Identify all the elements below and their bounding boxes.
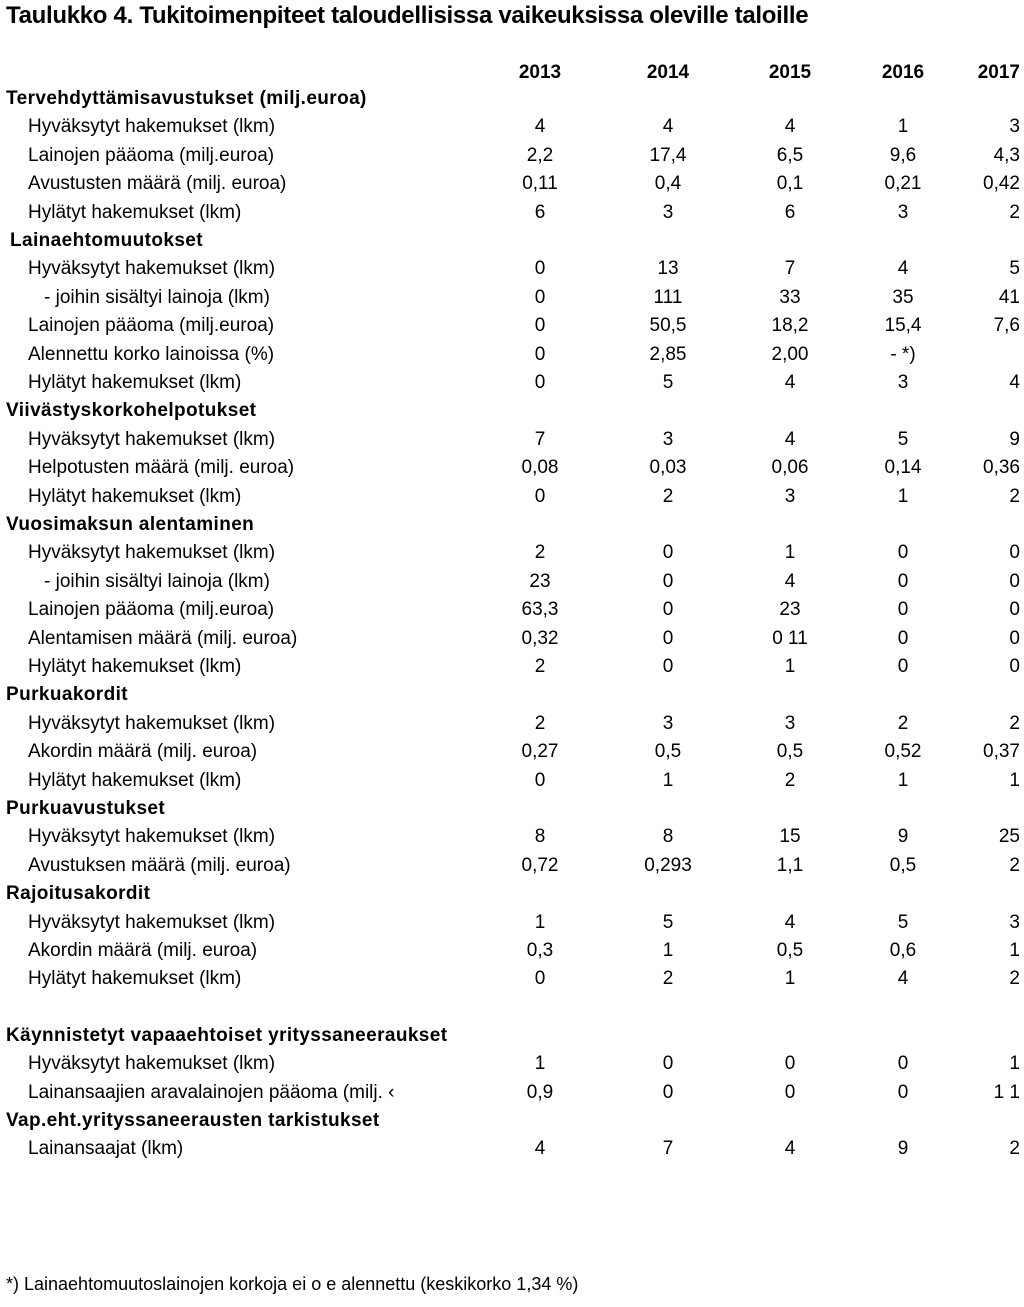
row-label: Hyväksytyt hakemukset (lkm): [28, 429, 276, 450]
cell-value: 0,5: [776, 940, 804, 961]
cell-value: 4: [534, 1138, 546, 1159]
row-label: Lainojen pääoma (milj.euroa): [28, 315, 275, 336]
cell-value: 2: [1009, 855, 1020, 876]
cell-value: 2: [1009, 1138, 1020, 1159]
cell-value: 3: [1009, 116, 1020, 137]
table-row: [0, 938, 1024, 966]
section-heading: Rajoitusakordit: [6, 883, 151, 904]
row-label: Hyväksytyt hakemukset (lkm): [28, 116, 276, 137]
cell-value: 2: [662, 968, 674, 989]
cell-value: 3: [1009, 912, 1020, 933]
cell-value: 1: [784, 968, 796, 989]
cell-value: 0,06: [771, 457, 809, 478]
cell-value: 0,293: [644, 855, 692, 876]
cell-value: 0: [662, 571, 674, 592]
row-label: - joihin sisältyi lainoja (lkm): [44, 571, 270, 592]
row-label: Lainojen pääoma (milj.euroa): [28, 599, 275, 620]
cell-value: 0,42: [983, 173, 1020, 194]
cell-value: 2: [897, 713, 909, 734]
table-row: [0, 171, 1024, 199]
cell-value: 5: [662, 912, 674, 933]
row-label: Hylätyt hakemukset (lkm): [28, 202, 242, 223]
cell-value: 2: [662, 486, 674, 507]
cell-value: 5: [662, 372, 674, 393]
row-label: Hylätyt hakemukset (lkm): [28, 770, 242, 791]
table-row: [0, 540, 1024, 568]
cell-value: 3: [897, 202, 909, 223]
cell-value: 15,4: [884, 315, 922, 336]
cell-value: 15: [779, 826, 801, 847]
table-row: [0, 654, 1024, 682]
cell-value: 0: [534, 486, 546, 507]
row-label: Hylätyt hakemukset (lkm): [28, 372, 242, 393]
table-row: [0, 342, 1024, 370]
cell-value: 2: [1009, 713, 1020, 734]
cell-value: 4: [1009, 372, 1020, 393]
cell-value: 0: [897, 599, 909, 620]
cell-value: 0,72: [521, 855, 559, 876]
section-heading: Vap.eht.yrityssaneerausten tarkistukset: [6, 1110, 380, 1131]
section-row: [0, 1023, 1024, 1051]
cell-value: 0: [662, 628, 674, 649]
cell-value: 0: [534, 968, 546, 989]
cell-value: 0: [1009, 571, 1020, 592]
cell-value: 0: [784, 1053, 796, 1074]
cell-value: 35: [892, 287, 914, 308]
section-row: [0, 512, 1024, 540]
cell-value: 1: [784, 542, 796, 563]
cell-value: 0,3: [526, 940, 554, 961]
cell-value: 6: [784, 202, 796, 223]
cell-value: 7: [662, 1138, 674, 1159]
cell-value: 4: [897, 968, 909, 989]
cell-value: 23: [779, 599, 801, 620]
cell-value: 50,5: [649, 315, 687, 336]
year-header: 2014: [646, 62, 690, 83]
cell-value: 0: [897, 542, 909, 563]
section-heading: Käynnistetyt vapaaehtoiset yrityssaneeraukset: [6, 1025, 448, 1046]
cell-value: 0,21: [884, 173, 922, 194]
row-label: Alentamisen määrä (milj. euroa): [28, 628, 298, 649]
cell-value: 0 11: [772, 628, 808, 649]
cell-value: 3: [784, 486, 796, 507]
cell-value: 0: [1009, 599, 1020, 620]
cell-value: 23: [529, 571, 551, 592]
cell-value: 5: [1009, 258, 1020, 279]
section-row: [0, 796, 1024, 824]
cell-value: 0,08: [521, 457, 559, 478]
table-row: [0, 370, 1024, 398]
row-label: Lainansaajien aravalainojen pääoma (milj. ‹: [28, 1082, 395, 1103]
cell-value: 0: [1009, 542, 1020, 563]
section-heading: Viivästyskorkohelpotukset: [6, 400, 257, 421]
cell-value: 111: [653, 287, 683, 308]
row-label: Akordin määrä (milj. euroa): [28, 741, 258, 762]
cell-value: 0: [534, 315, 546, 336]
cell-value: 4: [534, 116, 546, 137]
cell-value: 4: [662, 116, 674, 137]
cell-value: 0,5: [889, 855, 917, 876]
cell-value: 0: [662, 1082, 674, 1103]
table-row: [0, 143, 1024, 171]
table-row: [0, 1136, 1024, 1164]
cell-value: 0: [897, 656, 909, 677]
row-label: Hylätyt hakemukset (lkm): [28, 656, 242, 677]
section-heading: Vuosimaksun alentaminen: [6, 514, 255, 535]
cell-value: 0,11: [522, 173, 558, 194]
row-label: Hyväksytyt hakemukset (lkm): [28, 912, 276, 933]
cell-value: 9: [1009, 429, 1020, 450]
cell-value: 1: [1009, 1053, 1020, 1074]
row-label: Helpotusten määrä (milj. euroa): [28, 457, 295, 478]
cell-value: 1: [662, 770, 674, 791]
cell-value: 0,6: [889, 940, 917, 961]
cell-value: 3: [784, 713, 796, 734]
cell-value: 1: [897, 770, 909, 791]
cell-value: 0: [534, 258, 546, 279]
year-header: 2013: [518, 62, 562, 83]
cell-value: 1: [897, 486, 909, 507]
cell-value: 0,37: [983, 741, 1020, 762]
row-label: Alennettu korko lainoissa (%): [28, 344, 275, 365]
cell-value: 0,27: [521, 741, 559, 762]
year-header-row: [0, 60, 1024, 88]
cell-value: 9,6: [889, 145, 917, 166]
cell-value: - *): [890, 344, 916, 365]
cell-value: 0: [1009, 628, 1020, 649]
cell-value: 7: [534, 429, 546, 450]
cell-value: 13: [657, 258, 679, 279]
row-label: Lainansaajat (lkm): [28, 1138, 184, 1159]
table-row: [0, 1080, 1024, 1108]
cell-value: 4: [784, 571, 796, 592]
table-row: [0, 484, 1024, 512]
cell-value: 0: [897, 628, 909, 649]
cell-value: 3: [662, 713, 674, 734]
cell-value: 4: [784, 372, 796, 393]
cell-value: 0: [534, 770, 546, 791]
cell-value: 2: [1009, 486, 1020, 507]
cell-value: 0,9: [526, 1082, 554, 1103]
cell-value: 0: [784, 1082, 796, 1103]
cell-value: 6: [534, 202, 546, 223]
cell-value: 0: [662, 542, 674, 563]
table-row: [0, 626, 1024, 654]
cell-value: 1: [534, 912, 546, 933]
year-header: 2015: [768, 62, 812, 83]
cell-value: 0,03: [649, 457, 687, 478]
cell-value: 2,00: [771, 344, 809, 365]
cell-value: 2,2: [526, 145, 554, 166]
cell-value: 0,32: [521, 628, 559, 649]
cell-value: 0: [897, 1053, 909, 1074]
row-label: Avustuksen määrä (milj. euroa): [28, 855, 291, 876]
table-row: [0, 853, 1024, 881]
section-row: [0, 228, 1024, 256]
table-row: [0, 200, 1024, 228]
cell-value: 17,4: [649, 145, 687, 166]
cell-value: 0: [662, 656, 674, 677]
cell-value: 0,5: [654, 741, 682, 762]
cell-value: 18,2: [771, 315, 809, 336]
cell-value: 2: [534, 542, 546, 563]
table-row: [0, 597, 1024, 625]
cell-value: 2: [1009, 968, 1020, 989]
cell-value: 25: [998, 826, 1020, 847]
cell-value: 2: [534, 713, 546, 734]
section-heading: Purkuavustukset: [6, 798, 166, 819]
table-row: [0, 285, 1024, 313]
cell-value: 0,5: [776, 741, 804, 762]
table-row: [0, 824, 1024, 852]
table-title: Taulukko 4. Tukitoimenpiteet taloudellisissa vaikeuksissa oleville taloille: [6, 2, 809, 29]
cell-value: 1: [784, 656, 796, 677]
cell-value: 7: [784, 258, 796, 279]
cell-value: 33: [779, 287, 801, 308]
cell-value: 6,5: [776, 145, 804, 166]
section-row: [0, 682, 1024, 710]
cell-value: 0,1: [776, 173, 804, 194]
cell-value: 4: [784, 1138, 796, 1159]
section-heading: Tervehdyttämisavustukset (milj.euroa): [6, 88, 367, 109]
row-label: Hyväksytyt hakemukset (lkm): [28, 1053, 276, 1074]
cell-value: 0: [662, 599, 674, 620]
row-label: Akordin määrä (milj. euroa): [28, 940, 258, 961]
table-row: [0, 711, 1024, 739]
row-label: Hyväksytyt hakemukset (lkm): [28, 258, 276, 279]
cell-value: 3: [662, 202, 674, 223]
table-row: [0, 966, 1024, 994]
table-row: [0, 455, 1024, 483]
cell-value: 0: [534, 344, 546, 365]
cell-value: 3: [662, 429, 674, 450]
cell-value: 4,3: [993, 145, 1020, 166]
table-row: [0, 256, 1024, 284]
cell-value: 4: [784, 429, 796, 450]
cell-value: 0,36: [983, 457, 1020, 478]
cell-value: 2: [1009, 202, 1020, 223]
cell-value: 7,6: [993, 315, 1020, 336]
section-heading: Purkuakordit: [6, 684, 128, 705]
cell-value: 0: [1009, 656, 1020, 677]
section-row: [0, 881, 1024, 909]
cell-value: 2: [784, 770, 796, 791]
cell-value: 2,85: [649, 344, 687, 365]
year-header: 2017: [977, 62, 1020, 83]
cell-value: 5: [897, 429, 909, 450]
cell-value: 1: [1009, 940, 1020, 961]
cell-value: 0: [534, 372, 546, 393]
row-label: Avustusten määrä (milj. euroa): [28, 173, 287, 194]
cell-value: 1 1: [993, 1082, 1020, 1103]
cell-value: 8: [534, 826, 546, 847]
row-label: Hyväksytyt hakemukset (lkm): [28, 713, 276, 734]
cell-value: 63,3: [521, 599, 559, 620]
cell-value: 8: [662, 826, 674, 847]
cell-value: 4: [784, 912, 796, 933]
cell-value: 5: [897, 912, 909, 933]
table-row: [0, 739, 1024, 767]
year-header: 2016: [881, 62, 925, 83]
cell-value: 4: [897, 258, 909, 279]
cell-value: 0,4: [654, 173, 682, 194]
section-row: [0, 1108, 1024, 1136]
cell-value: 0: [534, 287, 546, 308]
row-label: Hyväksytyt hakemukset (lkm): [28, 826, 276, 847]
cell-value: 1: [534, 1053, 546, 1074]
cell-value: 1: [1009, 770, 1020, 791]
cell-value: 2: [534, 656, 546, 677]
footnote: *) Lainaehtomuutoslainojen korkoja ei o e alennettu (keskikorko 1,34 %): [6, 1274, 579, 1294]
table-row: [0, 1051, 1024, 1079]
table-row: [0, 313, 1024, 341]
table-row: [0, 427, 1024, 455]
cell-value: 0: [662, 1053, 674, 1074]
cell-value: 41: [998, 287, 1020, 308]
table-row: [0, 114, 1024, 142]
row-label: Lainojen pääoma (milj.euroa): [28, 145, 275, 166]
cell-value: 4: [784, 116, 796, 137]
section-row: [0, 398, 1024, 426]
row-label: Hyväksytyt hakemukset (lkm): [28, 542, 276, 563]
section-row: [0, 86, 1024, 114]
cell-value: 0,52: [884, 741, 922, 762]
cell-value: 1,1: [776, 855, 804, 876]
row-label: Hylätyt hakemukset (lkm): [28, 486, 242, 507]
row-label: - joihin sisältyi lainoja (lkm): [44, 287, 270, 308]
row-label: Hylätyt hakemukset (lkm): [28, 968, 242, 989]
cell-value: 3: [897, 372, 909, 393]
table-row: [0, 768, 1024, 796]
cell-value: 0: [897, 571, 909, 592]
table-row: [0, 569, 1024, 597]
cell-value: 1: [662, 940, 674, 961]
cell-value: 0: [897, 1082, 909, 1103]
section-heading: Lainaehtomuutokset: [10, 230, 203, 251]
table-row: [0, 910, 1024, 938]
cell-value: 1: [897, 116, 909, 137]
cell-value: 0,14: [884, 457, 922, 478]
cell-value: 9: [897, 826, 909, 847]
cell-value: 9: [897, 1138, 909, 1159]
